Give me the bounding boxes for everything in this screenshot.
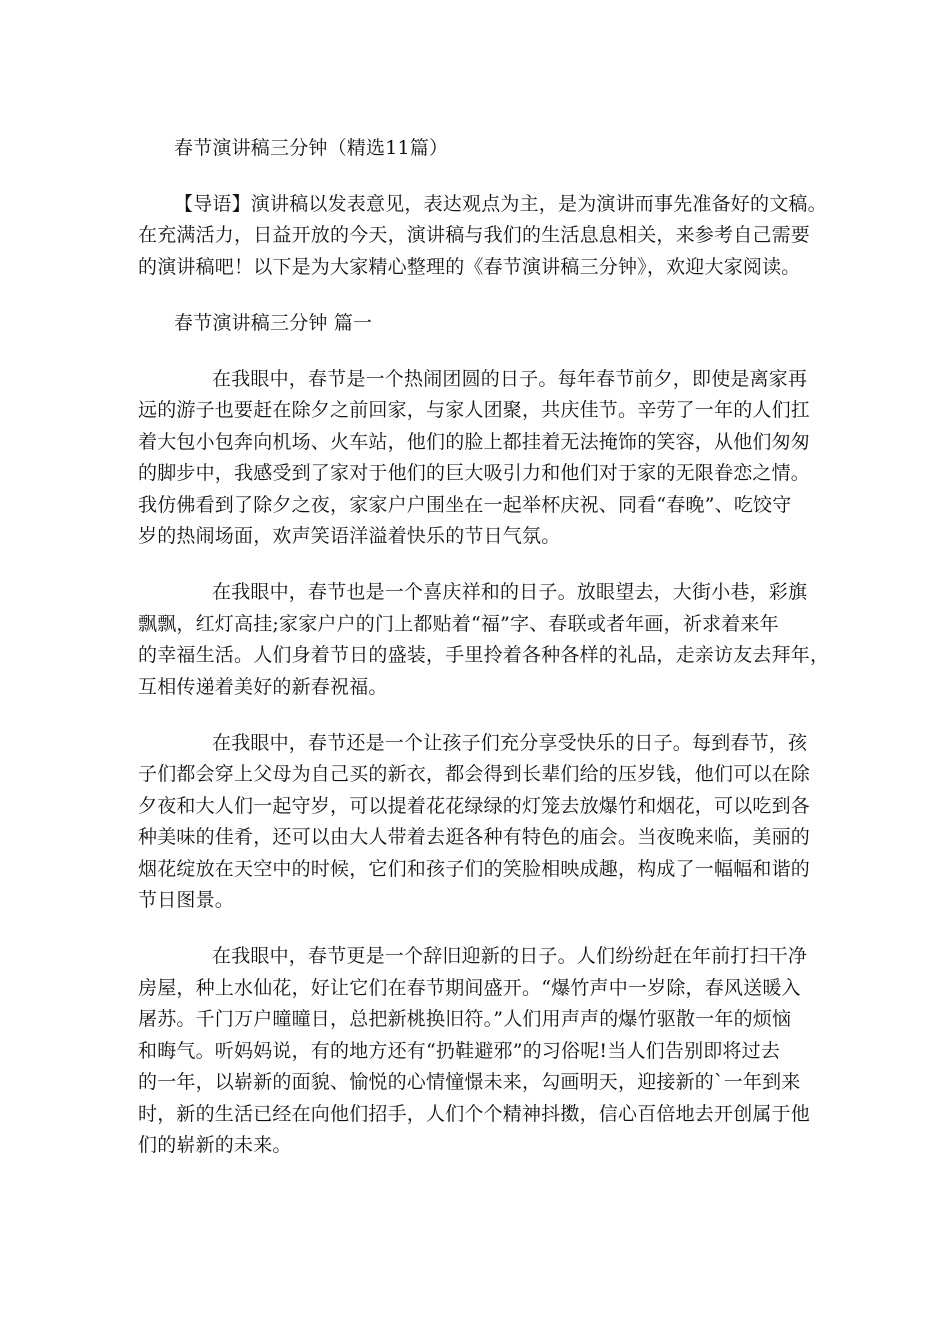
paragraph-line: 房屋，种上水仙花，好让它们在春节期间盛开。“爆竹声中一岁除，春风送暖入 (138, 977, 801, 999)
paragraph-line: 烟花绽放在天空中的时候，它们和孩子们的笑脸相映成趣，构成了一幅幅和谐的 (138, 858, 811, 880)
paragraph-line: 在我眼中，春节还是一个让孩子们充分享受快乐的日子。每到春节，孩 (212, 732, 808, 754)
paragraph-line: 在我眼中，春节是一个热闹团圆的日子。每年春节前夕，即使是离家再 (212, 368, 808, 390)
paragraph-line: 在我眼中，春节更是一个辞旧迎新的日子。人们纷纷赶在年前打扫干净 (212, 945, 808, 967)
paragraph-line: 的脚步中，我感受到了家对于他们的巨大吸引力和他们对于家的无限眷恋之情。 (138, 462, 811, 484)
paragraph-line: 岁的热闹场面，欢声笑语洋溢着快乐的节日气氛。 (138, 525, 561, 547)
paragraph-line: 和晦气。听妈妈说，有的地方还有“扔鞋避邪”的习俗呢!当人们告别即将过去 (138, 1040, 781, 1062)
paragraph-line: 节日图景。 (138, 889, 235, 911)
paragraph-line: 飘飘，红灯高挂;家家户户的门上都贴着“福”字、春联或者年画，祈求着来年 (138, 613, 779, 635)
paragraph-line: 我仿佛看到了除夕之夜，家家户户围坐在一起举杯庆祝、同看“春晚”、吃饺守 (138, 494, 792, 516)
paragraph-line: 屠苏。千门万户曈曈日，总把新桃换旧符。”人们用声声的爆竹驱散一年的烦恼 (138, 1008, 792, 1030)
paragraph-line: 着大包小包奔向机场、火车站，他们的脸上都挂着无法掩饰的笑容，从他们匆匆 (138, 431, 811, 453)
section-title: 春节演讲稿三分钟 篇一 (174, 312, 373, 334)
paragraph-line: 远的游子也要赶在除夕之前回家，与家人团聚，共庆佳节。辛劳了一年的人们扛 (138, 399, 811, 421)
intro-line: 在充满活力，日益开放的今天，演讲稿与我们的生活息息相关，来参考自己需要 (138, 224, 811, 246)
paragraph-line: 互相传递着美好的新春祝福。 (138, 676, 388, 698)
paragraph-line: 夕夜和大人们一起守岁，可以提着花花绿绿的灯笼去放爆竹和烟花，可以吃到各 (138, 795, 811, 817)
paragraph-line: 在我眼中，春节也是一个喜庆祥和的日子。放眼望去，大街小巷，彩旗 (212, 581, 808, 603)
paragraph-line: 的一年，以崭新的面貌、愉悦的心情憧憬未来，勾画明天，迎接新的`一年到来 (138, 1071, 801, 1093)
document-title: 春节演讲稿三分钟（精选11篇） (174, 137, 449, 159)
paragraph-line: 种美味的佳肴，还可以由大人带着去逛各种有特色的庙会。当夜晚来临，美丽的 (138, 826, 811, 848)
paragraph-line: 们的崭新的未来。 (138, 1134, 292, 1156)
intro-line: 的演讲稿吧！以下是为大家精心整理的《春节演讲稿三分钟》，欢迎大家阅读。 (138, 256, 801, 278)
paragraph-line: 的幸福生活。人们身着节日的盛装，手里拎着各种各样的礼品，走亲访友去拜年， (138, 644, 830, 666)
paragraph-line: 子们都会穿上父母为自己买的新衣，都会得到长辈们给的压岁钱，他们可以在除 (138, 763, 811, 785)
paragraph-line: 时，新的生活已经在向他们招手，人们个个精神抖擞，信心百倍地去开创属于他 (138, 1103, 811, 1125)
intro-line: 【导语】演讲稿以发表意见，表达观点为主，是为演讲而事先准备好的文稿。 (174, 193, 827, 215)
